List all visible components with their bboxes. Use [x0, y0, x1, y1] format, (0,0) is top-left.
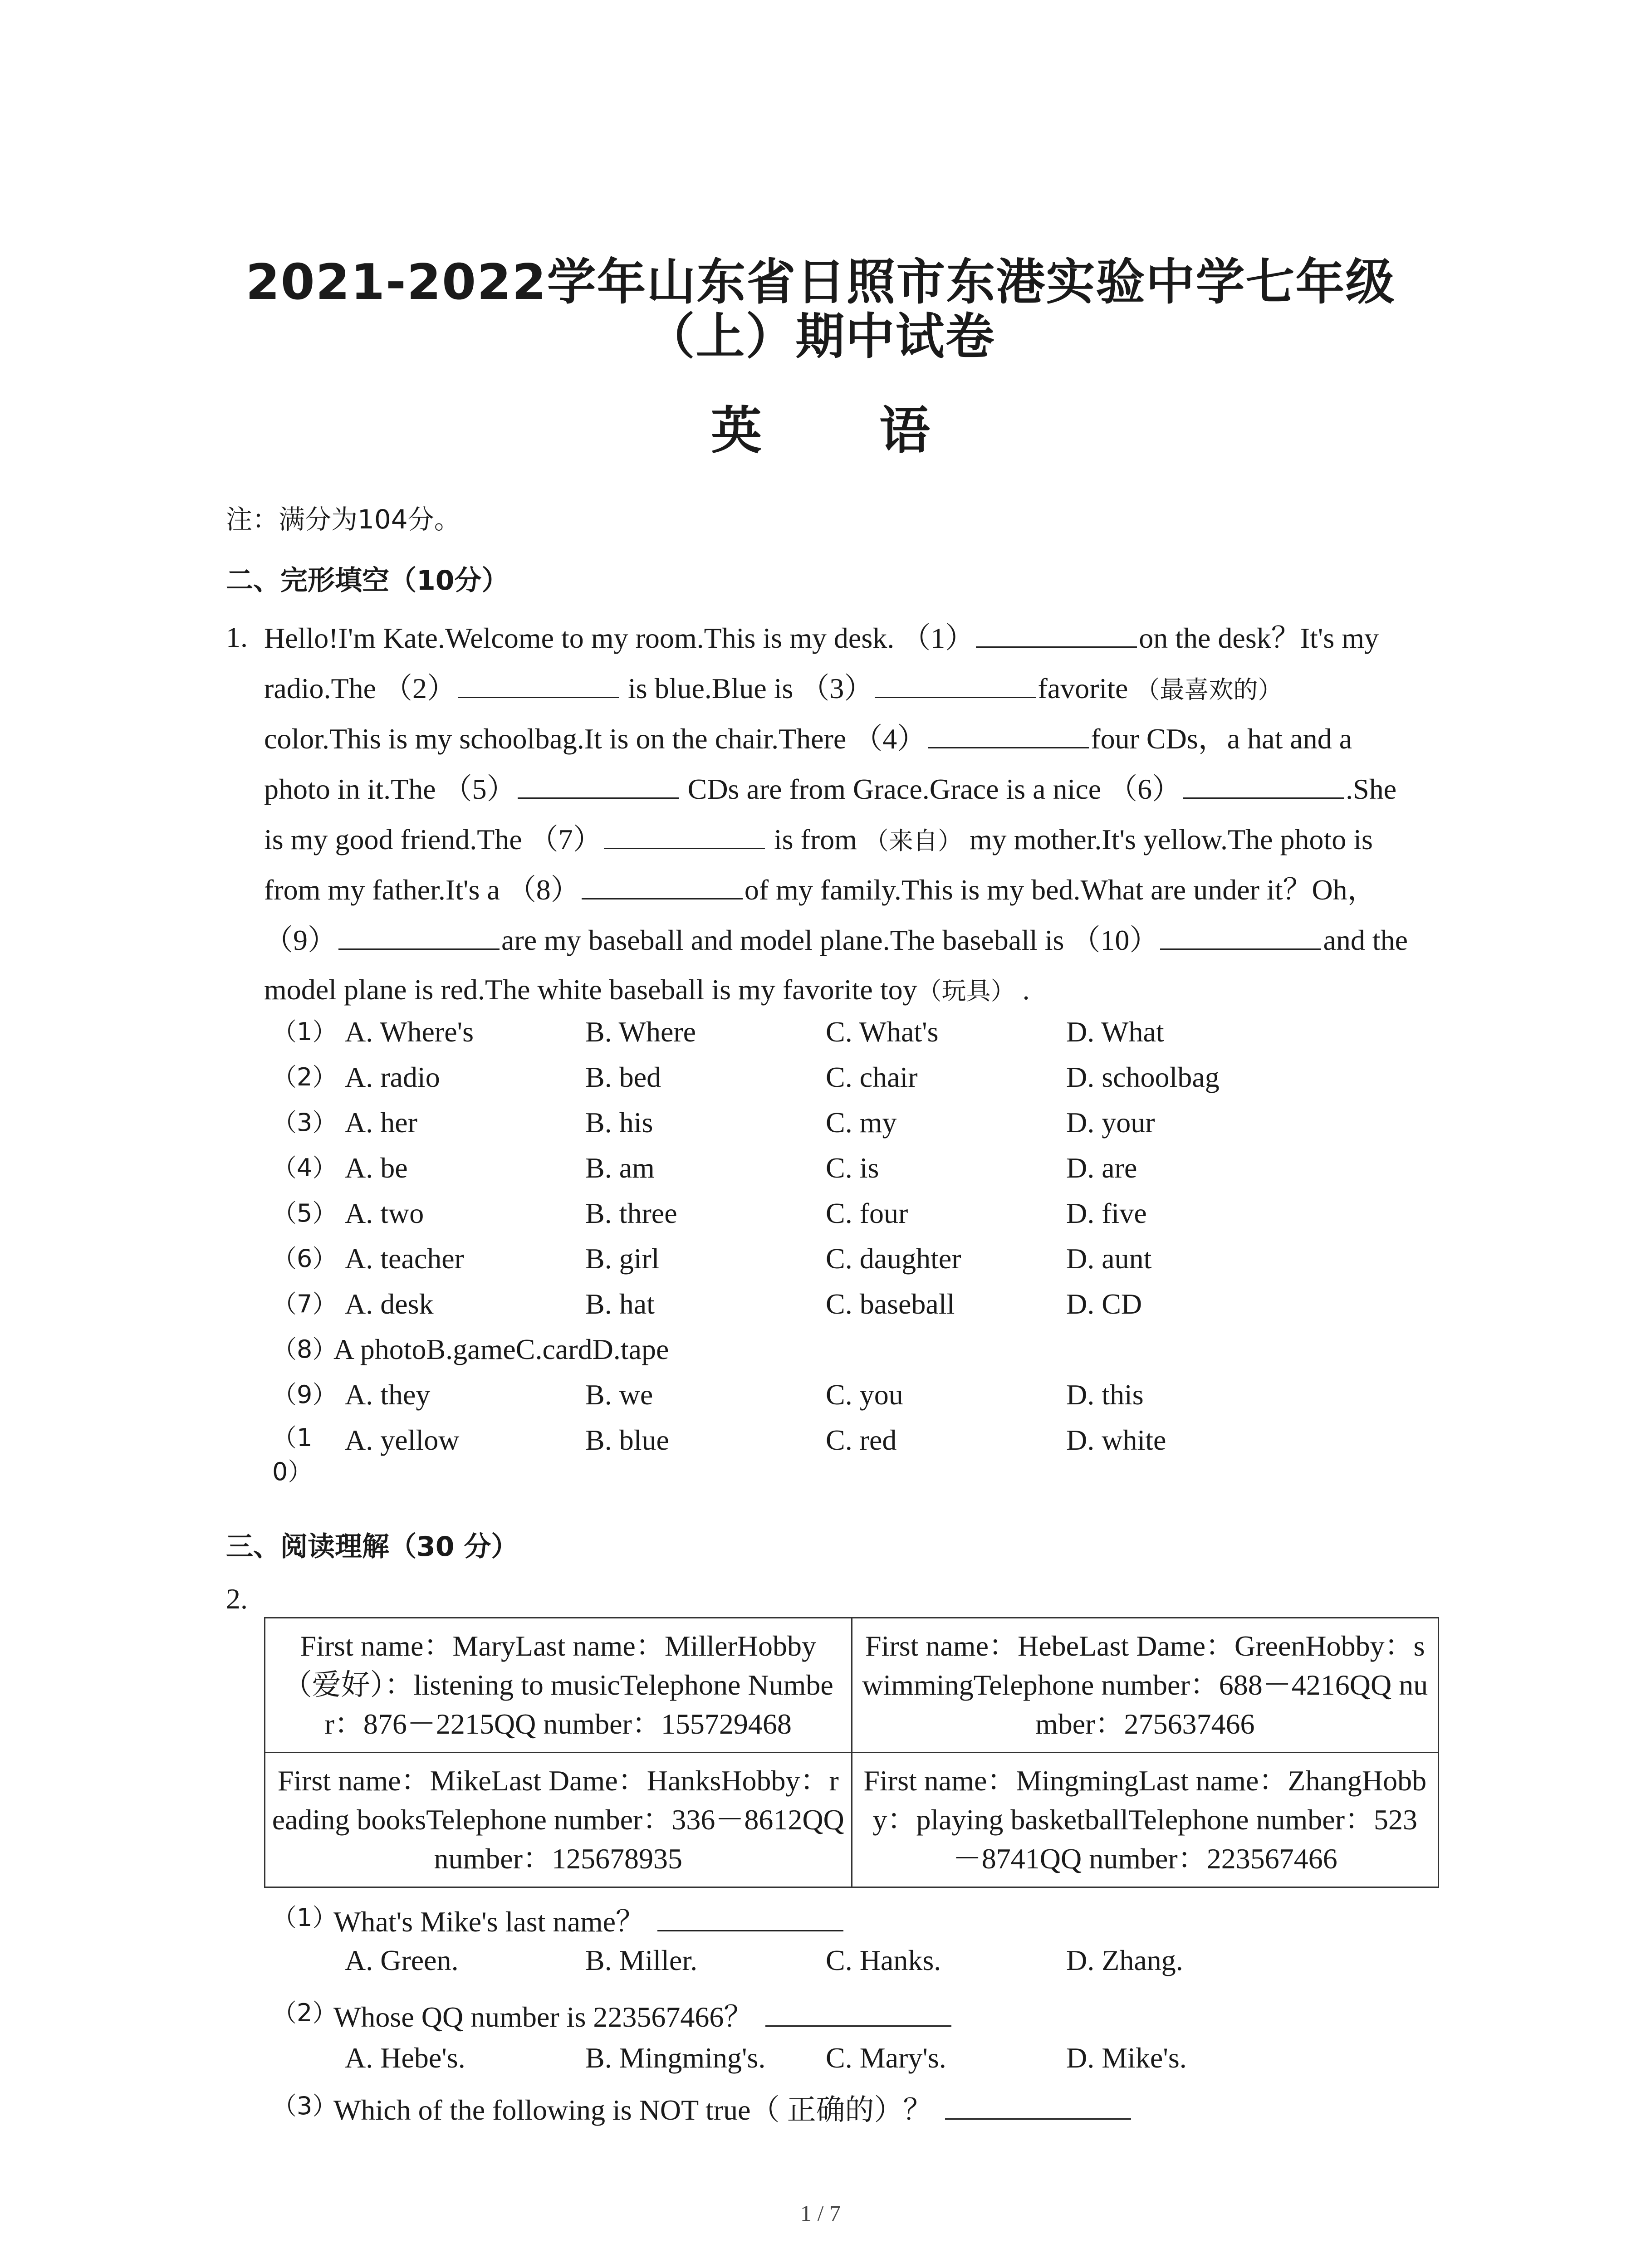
option-number: （9） — [272, 1380, 337, 1409]
sub-question-number: （3） — [272, 2092, 337, 2120]
passage-text: four CDs，a hat and a — [1091, 723, 1352, 755]
option-b: B. am — [585, 1152, 655, 1184]
answer-blank[interactable] — [875, 665, 1036, 698]
answer-blank[interactable] — [518, 766, 679, 799]
passage-text: is my good friend.The （7） — [264, 823, 602, 855]
passage-text: and the — [1323, 924, 1408, 956]
passage-text: （9） — [264, 924, 337, 956]
option-d: D. aunt — [1066, 1242, 1152, 1275]
passage-gloss: （来自） — [864, 826, 962, 855]
question-number: 2. — [226, 1583, 248, 1615]
passage-text: is blue.Blue is （3） — [621, 672, 873, 704]
option-d: D. are — [1066, 1152, 1137, 1184]
option-d: D. this — [1066, 1378, 1144, 1411]
sub-question-text: What's Mike's last name？ — [333, 1906, 645, 1938]
option-d: D. your — [1066, 1106, 1155, 1139]
option-a: A. Where's — [345, 1016, 474, 1048]
option-c: C. daughter — [826, 1242, 961, 1275]
question-number: 1. — [226, 621, 248, 653]
option-number: （1） — [272, 1017, 337, 1046]
answer-blank[interactable] — [582, 866, 743, 899]
cloze-passage — [264, 615, 1462, 1017]
section-heading-reading: 三、阅读理解（30 分） — [226, 1531, 519, 1563]
sub-question-text: Whose QQ number is 223567466？ — [333, 2001, 753, 2033]
answer-blank[interactable] — [945, 2087, 1131, 2120]
passage-text: favorite — [1038, 672, 1136, 704]
passage-text: .She — [1346, 773, 1397, 805]
passage-text: from my father.It's a （8） — [264, 874, 580, 906]
option-c: C. you — [826, 1378, 903, 1411]
option-d: D. schoolbag — [1066, 1061, 1220, 1093]
choice-row — [272, 2041, 1361, 2087]
option-a: A. desk — [345, 1288, 434, 1320]
option-c: C. red — [826, 1424, 897, 1456]
option-number: （6） — [272, 1244, 337, 1273]
option-b: B. girl — [585, 1242, 660, 1275]
passage-line — [264, 917, 1462, 967]
passage-text: color.This is my schoolbag.It is on the chair.There （4） — [264, 723, 926, 755]
table-cell: First name：MaryLast name：MillerHobby（爱好）：listening to musicTelephone Number：876－2215QQ number：155729468 — [265, 1618, 852, 1753]
table-row — [265, 1618, 1439, 1753]
option-b: B. hat — [585, 1288, 655, 1320]
sub-question-number: （1） — [272, 1903, 337, 1932]
answer-blank[interactable] — [338, 917, 500, 950]
passage-text: of my family.This is my bed.What are under it？Oh， — [744, 874, 1376, 906]
passage-text: are my baseball and model plane.The baseball is （10） — [501, 924, 1159, 956]
option-text: A photoB.gameC.cardD.tape — [333, 1333, 669, 1365]
passage-line — [264, 766, 1462, 816]
option-a: A. two — [345, 1197, 424, 1229]
option-c: C. baseball — [826, 1288, 955, 1320]
score-note: 注：满分为104分。 — [226, 504, 460, 535]
answer-blank[interactable] — [1183, 766, 1344, 799]
choice-d: D. Zhang. — [1066, 1944, 1183, 1976]
choice-c: C. Mary's. — [826, 2042, 946, 2074]
passage-text: radio.The （2） — [264, 672, 456, 704]
choice-a: A. Green. — [345, 1944, 459, 1976]
passage-text: CDs are from Grace.Grace is a nice （6） — [680, 773, 1181, 805]
passage-text: Hello!I'm Kate.Welcome to my room.This is my desk. （1） — [264, 622, 975, 654]
choice-b: B. Miller. — [585, 1944, 698, 1976]
choice-a: A. Hebe's. — [345, 2042, 465, 2074]
passage-text: photo in it.The （5） — [264, 773, 516, 805]
answer-blank[interactable] — [928, 715, 1089, 748]
choice-row — [272, 1944, 1361, 1989]
answer-blank[interactable] — [976, 615, 1137, 648]
option-c: C. chair — [826, 1061, 918, 1093]
option-a: A. her — [345, 1106, 417, 1139]
info-table — [264, 1617, 1439, 1888]
section-heading-cloze: 二、完形填空（10分） — [226, 565, 509, 596]
option-b: B. three — [585, 1197, 677, 1229]
answer-blank[interactable] — [765, 1994, 951, 2027]
option-c: C. four — [826, 1197, 908, 1229]
option-a: A. be — [345, 1152, 408, 1184]
option-c: C. What's — [826, 1016, 939, 1048]
passage-text: . — [1015, 973, 1030, 1006]
subject-heading: 英 语 — [711, 401, 980, 460]
option-a: A. teacher — [345, 1242, 464, 1275]
option-number: （8） — [272, 1335, 337, 1364]
answer-blank[interactable] — [1160, 917, 1321, 950]
option-a: A. radio — [345, 1061, 440, 1093]
passage-text: is from — [766, 823, 864, 855]
passage-text: my mother.It's yellow.The photo is — [962, 823, 1373, 855]
option-a: A. they — [345, 1378, 431, 1411]
passage-line — [264, 615, 1462, 665]
passage-line — [264, 665, 1462, 715]
passage-line — [264, 866, 1462, 917]
passage-gloss: （玩具） — [917, 977, 1015, 1005]
option-c: C. my — [826, 1106, 897, 1139]
option-b: B. his — [585, 1106, 653, 1139]
option-number: （2） — [272, 1063, 337, 1091]
option-number-wrap: 0） — [272, 1457, 313, 1486]
option-number: （3） — [272, 1108, 337, 1137]
option-number: （1 — [272, 1423, 313, 1452]
sub-question-text: Which of the following is NOT true（ 正确的）？ — [333, 2094, 932, 2126]
passage-line — [264, 715, 1462, 766]
passage-gloss: （最喜欢的） — [1135, 675, 1283, 704]
option-c: C. is — [826, 1152, 879, 1184]
option-d: D. What — [1066, 1016, 1164, 1048]
option-b: B. we — [585, 1378, 653, 1411]
passage-text: on the desk？It's my — [1139, 622, 1379, 654]
option-number: （5） — [272, 1199, 337, 1227]
option-b: B. Where — [585, 1016, 696, 1048]
table-cell: First name：HebeLast Dame：GreenHobby：swimmingTelephone number：688－4216QQ number：275637466 — [852, 1618, 1439, 1753]
table-cell: First name：MikeLast Dame：HanksHobby：reading booksTelephone number：336－8612QQ number：125678935 — [265, 1753, 852, 1887]
option-b: B. blue — [585, 1424, 669, 1456]
option-b: B. bed — [585, 1061, 661, 1093]
passage-text: model plane is red.The white baseball is my favorite toy — [264, 973, 917, 1006]
passage-line — [264, 816, 1462, 866]
table-row — [265, 1753, 1439, 1887]
sub-question-number: （2） — [272, 1999, 337, 2027]
option-a: A. yellow — [345, 1424, 460, 1456]
exam-title-line2: （上）期中试卷 — [646, 308, 995, 365]
answer-blank[interactable] — [458, 665, 619, 698]
choice-d: D. Mike's. — [1066, 2042, 1187, 2074]
option-d: D. CD — [1066, 1288, 1142, 1320]
choice-c: C. Hanks. — [826, 1944, 941, 1976]
answer-blank[interactable] — [604, 816, 765, 849]
option-d: D. five — [1066, 1197, 1147, 1229]
option-d: D. white — [1066, 1424, 1166, 1456]
option-number: （4） — [272, 1154, 337, 1182]
choice-b: B. Mingming's. — [585, 2042, 766, 2074]
page-indicator: 1 / 7 — [800, 2200, 841, 2226]
table-cell: First name：MingmingLast name：ZhangHobby：playing basketballTelephone number：523－8741QQ number：223567466 — [852, 1753, 1439, 1887]
answer-blank[interactable] — [657, 1898, 843, 1931]
exam-title-line1: 2021-2022学年山东省日照市东港实验中学七年级 — [245, 254, 1396, 311]
option-number: （7） — [272, 1290, 337, 1318]
